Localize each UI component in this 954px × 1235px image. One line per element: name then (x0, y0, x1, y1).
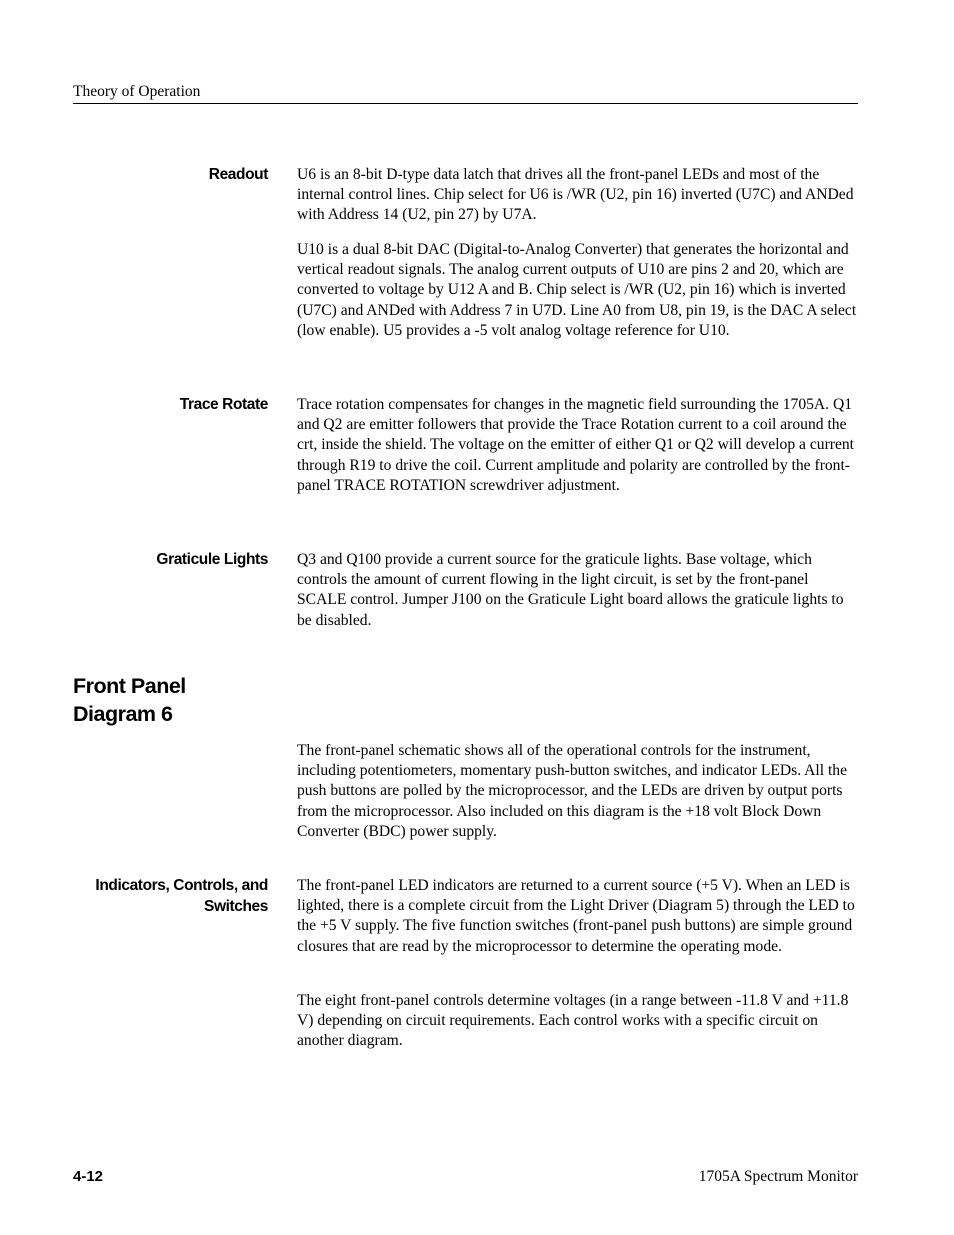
readout-heading: Readout (208, 166, 268, 183)
graticule-lights-paragraph: Q3 and Q100 provide a current source for the graticule lights. Base voltage, which controls the amount of current flowing in the light circuit, is set by the front-panel SCALE control. Jumper J100 on the Graticule Light board allows the graticule lights to be disabled. (297, 551, 844, 629)
indicators-heading (60, 875, 268, 917)
readout-paragraph-1: U6 is an 8-bit D-type data latch that drives all the front-panel LEDs and most of the internal control lines. Chip select for U6 is /WR (U2, pin 16) inverted (U7C) and ANDed with Address 14 (U2, pin 27) by U7A. (297, 166, 854, 224)
running-header: Theory of Operation (73, 83, 201, 100)
readout-paragraph-2: U10 is a dual 8-bit DAC (Digital-to-Analog Converter) that generates the horizontal and vertical readout signals. The analog current outputs of U10 are pins 2 and 20, which are converted to voltage by U12 A and B. Chip select is /WR (U2, pin 16) which is inverted (U7C) and ANDed with Address 7 in U7D. Line A0 from U8, pin 19, is the DAC A select (low enable). U5 provides a -5 volt analog voltage reference for U10. (297, 241, 857, 339)
indicators-heading-line-1: Indicators, Controls, and (95, 877, 268, 894)
page-number: 4-12 (73, 1168, 104, 1185)
header-rule (73, 103, 858, 104)
front-panel-heading-line-1: Front Panel (73, 674, 186, 698)
front-panel-heading (73, 672, 373, 728)
indicators-paragraph-2: The eight front-panel controls determine voltages (in a range between -11.8 V and +11.8 V) depending on circuit requirements. Each control works with a specific circuit on another diagram. (297, 992, 849, 1050)
trace-rotate-paragraph: Trace rotation compensates for changes in the magnetic field surrounding the 1705A. Q1 and Q2 are emitter followers that provide the Trace Rotation current to a coil around the crt, inside the shield. The voltage on the emitter of either Q1 or Q2 will develop a current through R19 to drive the coil. Current amplitude and polarity are controlled by the front-panel TRACE ROTATION screwdriver adjustment. (297, 396, 855, 494)
product-name: 1705A Spectrum Monitor (698, 1168, 858, 1185)
trace-rotate-heading: Trace Rotate (179, 396, 268, 413)
indicators-heading-line-2: Switches (204, 898, 268, 915)
front-panel-paragraph: The front-panel schematic shows all of the operational controls for the instrument, including potentiometers, momentary push-button switches, and indicator LEDs. All the push buttons are polled by the microprocessor, and the LEDs are driven by output ports from the microprocessor. Also included on this diagram is the +18 volt Block Down Converter (BDC) power supply. (297, 742, 848, 840)
indicators-paragraph-1: The front-panel LED indicators are returned to a current source (+5 V). When an LED is lighted, there is a complete circuit from the Light Driver (Diagram 5) through the LED to the +5 V supply. The five function switches (front-panel push buttons) are simple ground closures that are read by the microprocessor to determine the operating mode. (297, 877, 855, 955)
front-panel-heading-line-2: Diagram 6 (73, 702, 173, 726)
graticule-lights-heading: Graticule Lights (156, 551, 268, 568)
